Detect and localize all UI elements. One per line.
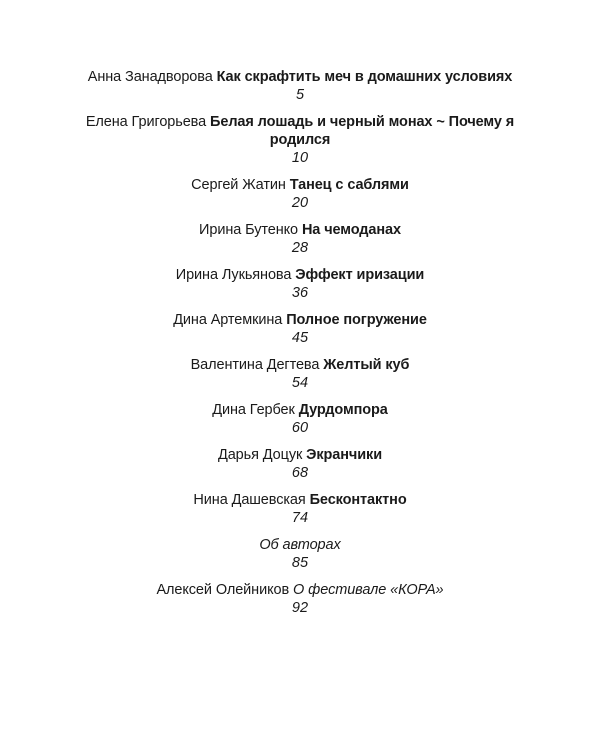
toc-page-number: 45 xyxy=(291,330,309,346)
toc-title: Эффект иризации xyxy=(295,267,425,283)
toc-author: Ирина Лукьянова xyxy=(175,267,292,283)
toc-title: О фестивале «КОРА» xyxy=(293,582,444,598)
table-of-contents xyxy=(80,68,520,626)
toc-page-number: 68 xyxy=(291,465,309,481)
toc-page-number: 36 xyxy=(291,285,309,301)
toc-title: Бесконтактно xyxy=(309,492,407,508)
toc-page-number: 74 xyxy=(291,510,309,526)
toc-entry[interactable] xyxy=(80,536,520,572)
toc-entry[interactable] xyxy=(80,311,520,347)
toc-title: Дурдомпора xyxy=(298,402,388,418)
toc-entry[interactable] xyxy=(80,401,520,437)
toc-title: Полное погружение xyxy=(286,312,427,328)
toc-entry[interactable] xyxy=(80,113,520,167)
toc-entry[interactable] xyxy=(80,221,520,257)
toc-entry[interactable] xyxy=(80,581,520,617)
toc-author: Елена Григорьева xyxy=(85,114,207,130)
toc-page-number: 60 xyxy=(291,420,309,436)
toc-author: Анна Занадворова xyxy=(87,69,213,85)
toc-entry[interactable] xyxy=(80,491,520,527)
toc-page-number: 20 xyxy=(291,195,309,211)
toc-entry[interactable] xyxy=(80,176,520,212)
toc-entry[interactable] xyxy=(80,68,520,104)
toc-title: Танец с саблями xyxy=(289,177,409,193)
toc-title: Об авторах xyxy=(259,537,341,553)
toc-page-number: 28 xyxy=(291,240,309,256)
toc-author: Алексей Олейников xyxy=(156,582,290,598)
toc-title: Экранчики xyxy=(306,447,383,463)
toc-page-number: 10 xyxy=(291,150,309,166)
toc-author: Дина Гербек xyxy=(212,402,295,418)
toc-author: Дина Артемкина xyxy=(173,312,283,328)
toc-author: Валентина Дегтева xyxy=(190,357,320,373)
toc-page-number: 92 xyxy=(291,600,309,616)
toc-author: Нина Дашевская xyxy=(193,492,306,508)
toc-author: Сергей Жатин xyxy=(191,177,286,193)
toc-title: Желтый куб xyxy=(323,357,410,373)
toc-page-number: 5 xyxy=(295,87,305,103)
toc-entry[interactable] xyxy=(80,446,520,482)
toc-title: Как скрафтить меч в домашних условиях xyxy=(216,69,513,85)
toc-page-number: 85 xyxy=(291,555,309,571)
toc-title: Белая лошадь и черный монах ~ Почему я родился xyxy=(210,114,515,148)
toc-page-number: 54 xyxy=(291,375,309,391)
toc-author: Дарья Доцук xyxy=(217,447,303,463)
toc-author: Ирина Бутенко xyxy=(199,222,298,238)
toc-title: На чемоданах xyxy=(301,222,401,238)
toc-entry[interactable] xyxy=(80,266,520,302)
toc-entry[interactable] xyxy=(80,356,520,392)
